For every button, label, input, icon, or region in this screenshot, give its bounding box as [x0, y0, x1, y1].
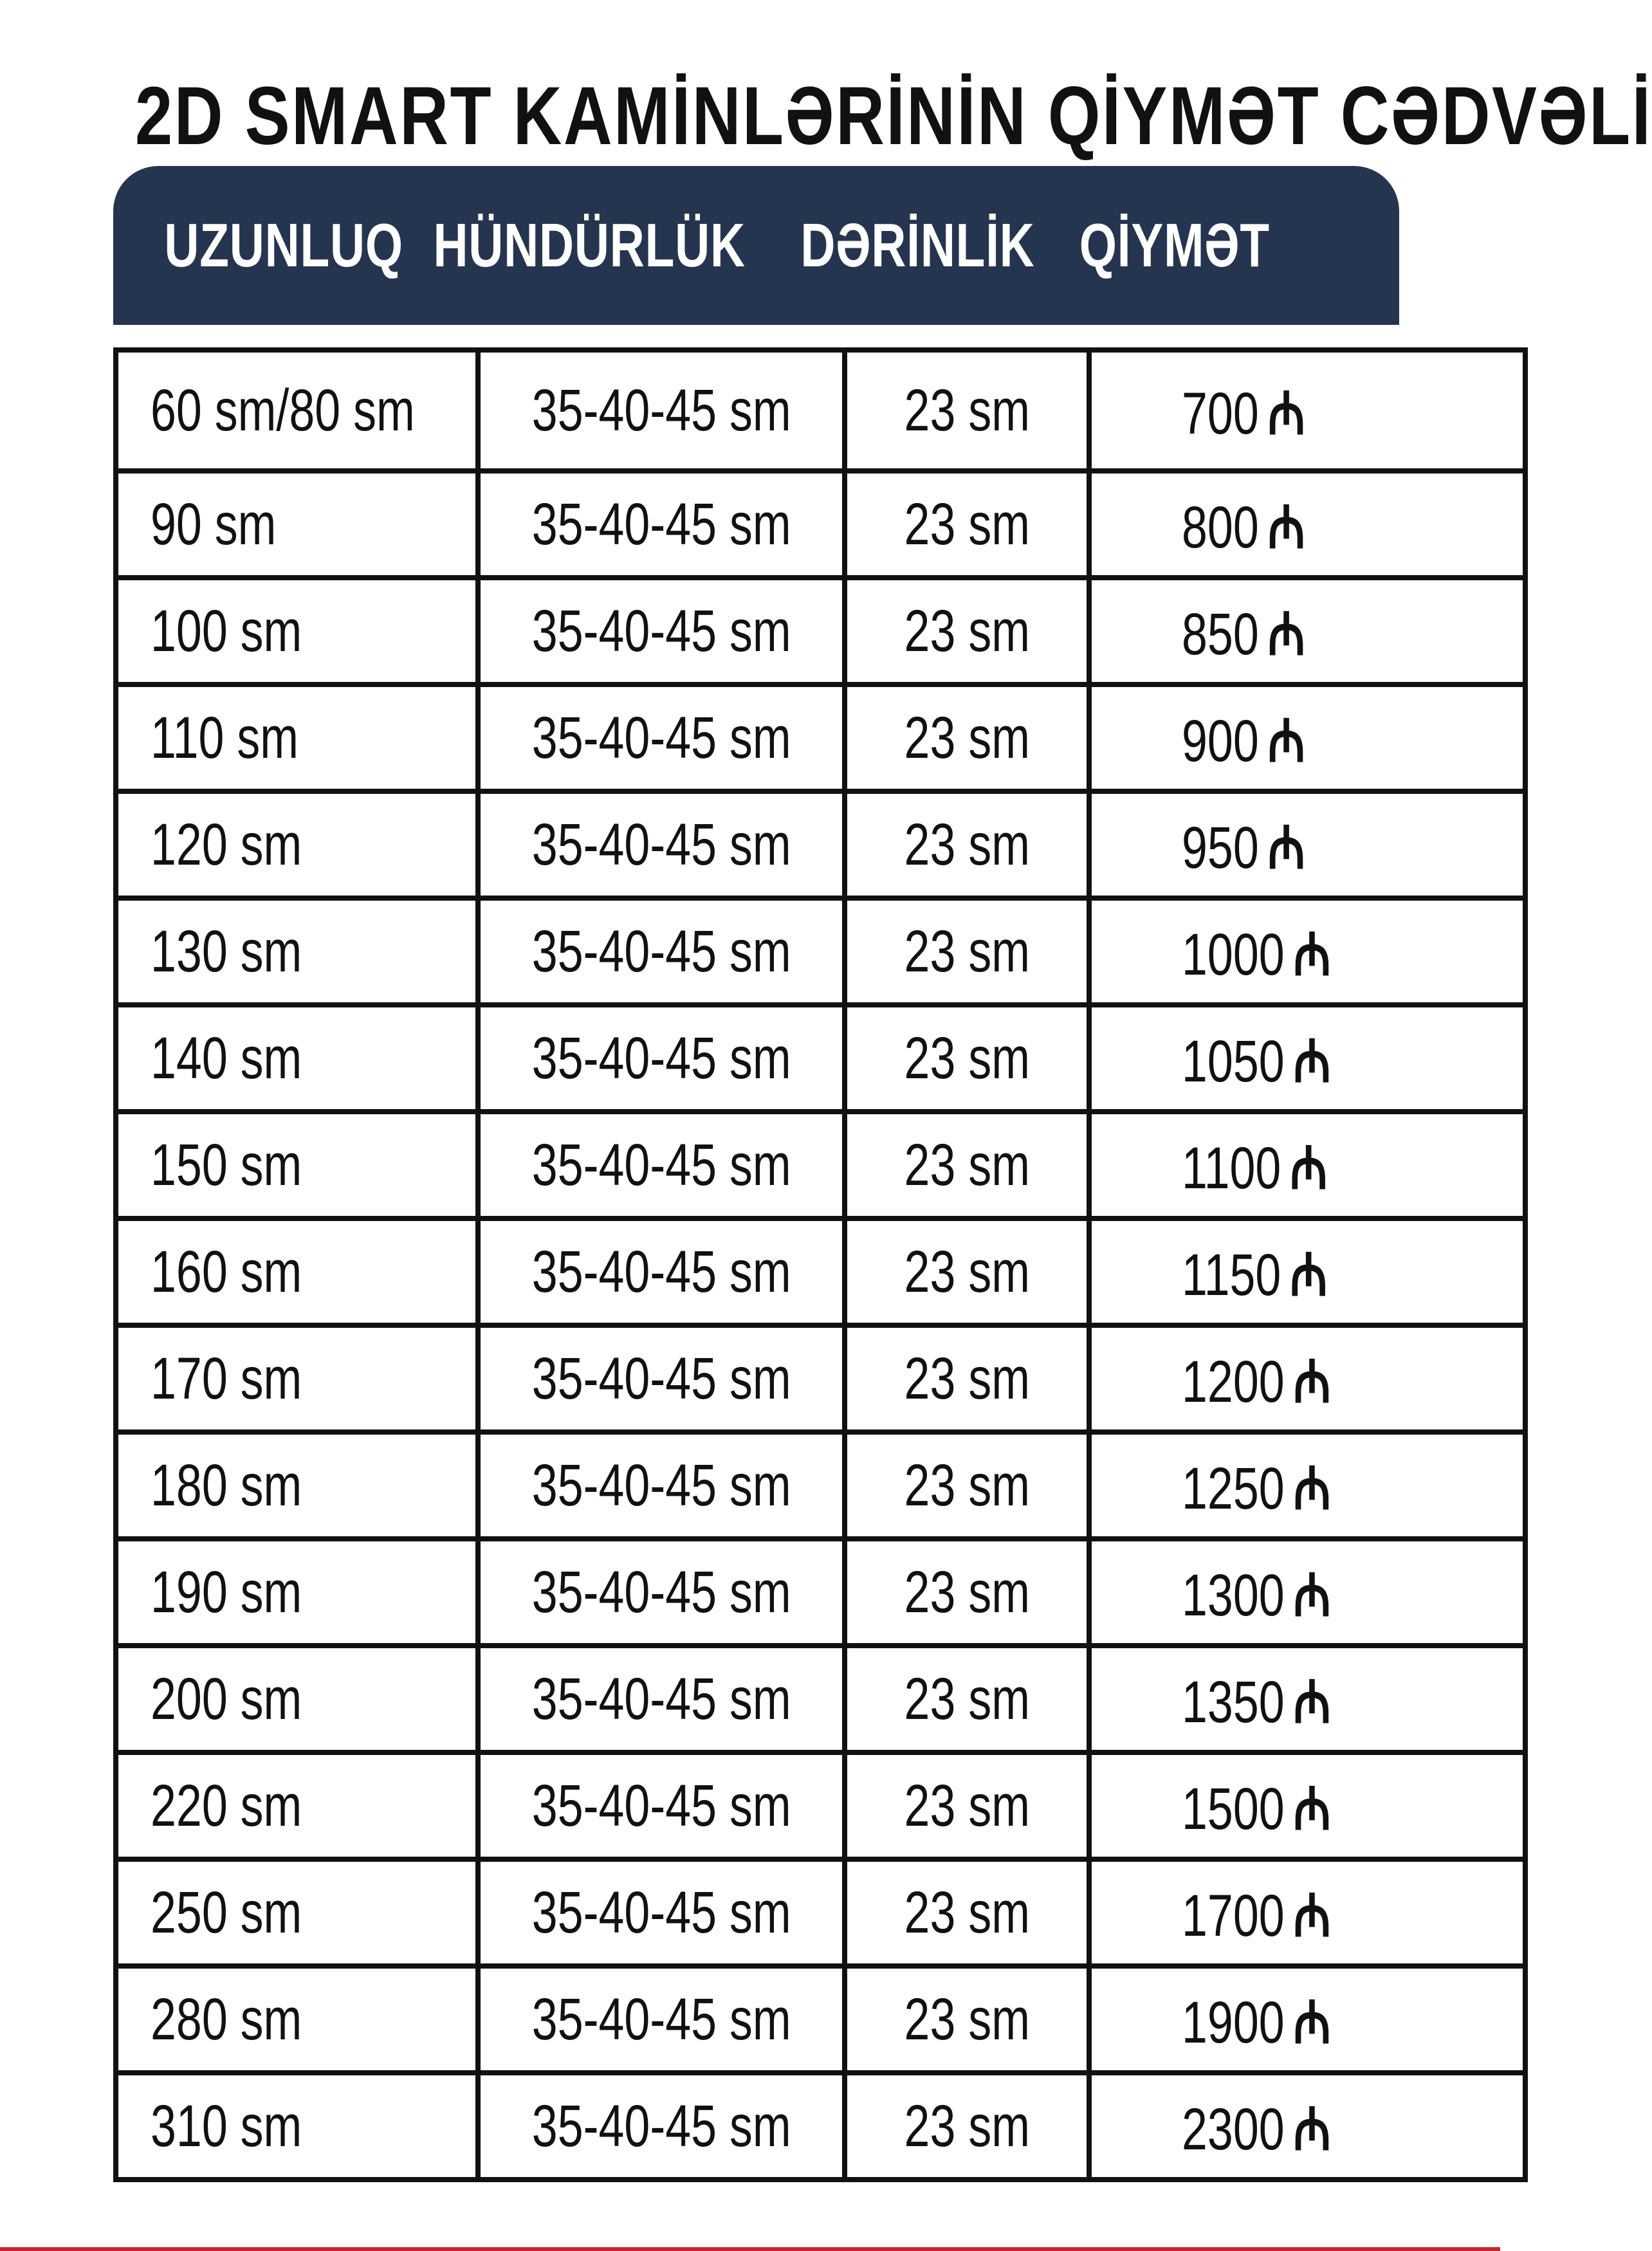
cell-depth [845, 471, 1089, 578]
cell-height [478, 1966, 845, 2073]
header-price: QİYMƏT [1079, 210, 1271, 280]
table-row [116, 471, 1525, 578]
header-height: HÜNDÜRLÜK [433, 210, 746, 280]
cell-price-text: 1050 [1182, 1028, 1285, 1094]
cell-price-text: 1200 [1182, 1348, 1285, 1415]
cell-price [1089, 1112, 1525, 1218]
cell-length-text: 130 sm [151, 918, 302, 984]
table-row [116, 1539, 1525, 1646]
cell-depth [845, 2073, 1089, 2180]
cell-depth-text: 23 sm [904, 1879, 1030, 1945]
cell-price [1089, 471, 1525, 578]
cell-depth-text: 23 sm [904, 377, 1030, 443]
cell-height [478, 1005, 845, 1112]
table-row [116, 1432, 1525, 1539]
cell-height [478, 1539, 845, 1646]
cell-depth-text: 23 sm [904, 598, 1030, 664]
cell-depth [845, 898, 1089, 1005]
cell-price-text: 1100 [1182, 1135, 1281, 1201]
cell-height [478, 1432, 845, 1539]
cell-price [1089, 1859, 1525, 1966]
cell-length-text: 150 sm [151, 1132, 302, 1198]
manat-icon: ₼ [1293, 2096, 1331, 2162]
cell-depth [845, 1859, 1089, 1966]
cell-length-text: 160 sm [151, 1238, 302, 1305]
table-row [116, 1218, 1525, 1325]
cell-length [116, 1218, 478, 1325]
table-row [116, 1005, 1525, 1112]
cell-height-text: 35-40-45 sm [531, 1772, 791, 1839]
cell-height [478, 350, 845, 471]
cell-depth [845, 1112, 1089, 1218]
cell-price [1089, 1539, 1525, 1646]
cell-depth-text: 23 sm [904, 811, 1030, 877]
cell-height-text: 35-40-45 sm [531, 704, 791, 771]
cell-length [116, 1539, 478, 1646]
cell-depth [845, 1325, 1089, 1432]
cell-depth-text: 23 sm [904, 1986, 1030, 2052]
cell-price-text: 1250 [1182, 1455, 1285, 1521]
manat-icon: ₼ [1293, 1455, 1331, 1521]
cell-height-text: 35-40-45 sm [531, 1452, 791, 1518]
cell-price-text: 1500 [1182, 1776, 1285, 1842]
cell-depth-text: 23 sm [904, 1666, 1030, 1732]
cell-depth-text: 23 sm [904, 1772, 1030, 1839]
cell-depth-text: 23 sm [904, 491, 1030, 557]
cell-depth [845, 1005, 1089, 1112]
cell-price [1089, 1005, 1525, 1112]
cell-depth-text: 23 sm [904, 2093, 1030, 2159]
cell-length [116, 1646, 478, 1752]
manat-icon: ₼ [1267, 708, 1305, 774]
cell-height [478, 898, 845, 1005]
cell-height [478, 471, 845, 578]
cell-depth [845, 1432, 1089, 1539]
manat-icon: ₼ [1293, 1348, 1331, 1415]
cell-length [116, 350, 478, 471]
cell-price-text: 2300 [1182, 2096, 1285, 2162]
cell-depth-text: 23 sm [904, 1238, 1030, 1305]
cell-price-text: 800 [1182, 494, 1259, 560]
cell-length-text: 60 sm/80 sm [151, 377, 415, 443]
table-row [116, 684, 1525, 791]
manat-icon: ₼ [1293, 1989, 1331, 2055]
table-row [116, 1859, 1525, 1966]
cell-depth [845, 1539, 1089, 1646]
cell-depth [845, 350, 1089, 471]
cell-price-text: 1150 [1182, 1242, 1281, 1308]
manat-icon: ₼ [1293, 921, 1331, 988]
cell-height-text: 35-40-45 sm [531, 1879, 791, 1945]
cell-length [116, 1005, 478, 1112]
cell-price [1089, 1752, 1525, 1859]
cell-price [1089, 898, 1525, 1005]
cell-length-text: 180 sm [151, 1452, 302, 1518]
cell-depth-text: 23 sm [904, 918, 1030, 984]
cell-length-text: 250 sm [151, 1879, 302, 1945]
cell-length-text: 220 sm [151, 1772, 302, 1839]
cell-price [1089, 350, 1525, 471]
cell-height-text: 35-40-45 sm [531, 598, 791, 664]
cell-length [116, 1966, 478, 2073]
cell-height [478, 578, 845, 684]
cell-depth [845, 684, 1089, 791]
cell-height-text: 35-40-45 sm [531, 918, 791, 984]
cell-price-text: 1900 [1182, 1989, 1285, 2055]
cell-height [478, 1325, 845, 1432]
manat-icon: ₼ [1267, 601, 1305, 667]
cell-length [116, 1432, 478, 1539]
cell-height-text: 35-40-45 sm [531, 1666, 791, 1732]
cell-height-text: 35-40-45 sm [531, 1132, 791, 1198]
cell-length [116, 791, 478, 898]
cell-price [1089, 578, 1525, 684]
cell-length-text: 90 sm [151, 491, 277, 557]
bottom-accent-line [0, 2247, 1500, 2251]
cell-height-text: 35-40-45 sm [531, 2093, 791, 2159]
table-row [116, 578, 1525, 684]
cell-length [116, 1112, 478, 1218]
cell-height [478, 2073, 845, 2180]
manat-icon: ₼ [1290, 1242, 1328, 1308]
table-row [116, 791, 1525, 898]
page-title: 2D SMART KAMİNLƏRİNİN QİYMƏT CƏDVƏLİ [134, 69, 1652, 162]
cell-price [1089, 1218, 1525, 1325]
cell-length [116, 471, 478, 578]
cell-height [478, 1646, 845, 1752]
table-row [116, 1752, 1525, 1859]
cell-depth [845, 1646, 1089, 1752]
cell-length-text: 140 sm [151, 1025, 302, 1091]
cell-length [116, 2073, 478, 2180]
cell-price [1089, 1325, 1525, 1432]
manat-icon: ₼ [1293, 1028, 1331, 1094]
manat-icon: ₼ [1267, 494, 1305, 560]
cell-price [1089, 1432, 1525, 1539]
table-row [116, 1966, 1525, 2073]
cell-price [1089, 684, 1525, 791]
cell-height-text: 35-40-45 sm [531, 1238, 791, 1305]
header-depth: DƏRİNLİK [800, 210, 1035, 280]
cell-depth [845, 1752, 1089, 1859]
price-table [113, 347, 1528, 2182]
cell-price-text: 950 [1182, 814, 1259, 881]
cell-length [116, 1325, 478, 1432]
table-row [116, 1325, 1525, 1432]
cell-price-text: 850 [1182, 601, 1259, 667]
cell-height-text: 35-40-45 sm [531, 377, 791, 443]
cell-price-text: 700 [1182, 380, 1259, 446]
cell-price [1089, 2073, 1525, 2180]
cell-price-text: 900 [1182, 708, 1259, 774]
cell-depth-text: 23 sm [904, 1452, 1030, 1518]
cell-price [1089, 1966, 1525, 2073]
cell-length [116, 898, 478, 1005]
table-row [116, 898, 1525, 1005]
cell-height-text: 35-40-45 sm [531, 1025, 791, 1091]
cell-length [116, 1752, 478, 1859]
cell-length-text: 110 sm [151, 704, 299, 771]
cell-height [478, 1218, 845, 1325]
manat-icon: ₼ [1267, 380, 1305, 446]
cell-price-text: 1350 [1182, 1669, 1285, 1735]
cell-price-text: 1300 [1182, 1562, 1285, 1628]
cell-height-text: 35-40-45 sm [531, 1986, 791, 2052]
cell-height-text: 35-40-45 sm [531, 1345, 791, 1411]
cell-depth-text: 23 sm [904, 1345, 1030, 1411]
cell-depth-text: 23 sm [904, 1025, 1030, 1091]
table-header [113, 166, 1399, 325]
cell-length [116, 684, 478, 791]
cell-length-text: 170 sm [151, 1345, 302, 1411]
table-row [116, 2073, 1525, 2180]
cell-height [478, 1752, 845, 1859]
cell-height [478, 1859, 845, 1966]
manat-icon: ₼ [1293, 1776, 1331, 1842]
cell-length-text: 120 sm [151, 811, 302, 877]
cell-height [478, 684, 845, 791]
table-row [116, 1646, 1525, 1752]
cell-depth-text: 23 sm [904, 1132, 1030, 1198]
manat-icon: ₼ [1290, 1135, 1328, 1201]
cell-length-text: 280 sm [151, 1986, 302, 2052]
cell-length-text: 100 sm [151, 598, 302, 664]
cell-length-text: 190 sm [151, 1559, 302, 1625]
cell-length [116, 578, 478, 684]
cell-height [478, 791, 845, 898]
cell-depth [845, 1218, 1089, 1325]
manat-icon: ₼ [1293, 1562, 1331, 1628]
cell-depth [845, 1966, 1089, 2073]
cell-height-text: 35-40-45 sm [531, 811, 791, 877]
cell-price [1089, 791, 1525, 898]
cell-height-text: 35-40-45 sm [531, 1559, 791, 1625]
cell-length-text: 310 sm [151, 2093, 302, 2159]
cell-height [478, 1112, 845, 1218]
table-row [116, 1112, 1525, 1218]
manat-icon: ₼ [1267, 814, 1305, 881]
table-row [116, 350, 1525, 471]
cell-height-text: 35-40-45 sm [531, 491, 791, 557]
cell-length [116, 1859, 478, 1966]
manat-icon: ₼ [1293, 1882, 1331, 1949]
header-length: UZUNLUQ [164, 210, 403, 280]
cell-depth [845, 578, 1089, 684]
cell-price-text: 1700 [1182, 1882, 1285, 1949]
cell-length-text: 200 sm [151, 1666, 302, 1732]
cell-depth-text: 23 sm [904, 1559, 1030, 1625]
cell-price [1089, 1646, 1525, 1752]
manat-icon: ₼ [1293, 1669, 1331, 1735]
cell-depth-text: 23 sm [904, 704, 1030, 771]
cell-price-text: 1000 [1182, 921, 1285, 988]
cell-depth [845, 791, 1089, 898]
